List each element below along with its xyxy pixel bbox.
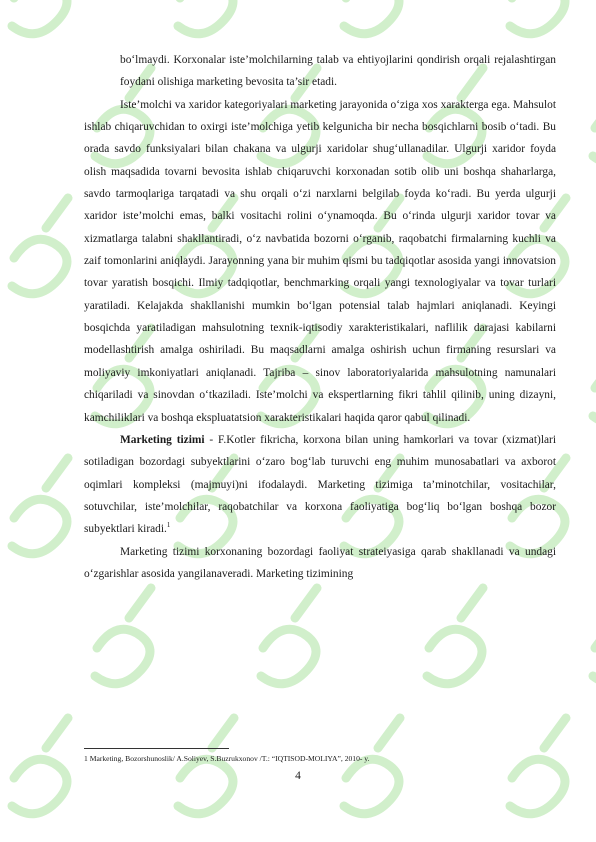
paragraph-consumer-categories: Iste’molchi va xaridor kategoriyalari marketing jarayonida o‘ziga xos xarakterga ega. Mahsulot ishlab chiqaruvchidan to oxirgi iste’molchiga yetib kelgunicha bir necha bosqichlarni bosib o‘tadi. Bu orada savdo funksiyalari bilan chakana va ulgurji xaridolar shug‘ullanadilar. Ulgurji xaridor foyda olish maqsadida tovarni bevosita ishlab chiqaruvchi korxonadan sotib olib uni boshqa shaharlarga, savdo tarmoqlariga tarqatadi va shu orqali o‘zi narxlarni belgilab foyda ko‘radi. Bu yerda ulgurji xaridor iste’molchi emas, balki vositachi rolini o‘ynamoqda. Bu o‘rinda ulgurji xaridor tovar va xizmatlarga talabni shakllantiradi, o‘z navbatida bozorni o‘rganib, raqobatchi firmalarning kuchli va zaif tomonlarini aniqlaydi. Jarayonning yana bir muhim qismi bu tadqiqotlar asosida yangi innovatsion tovar yaratish bosqichi. Ilmiy tadqiqotlar, benchmarking orqali yangi texnologiyalar va tovar turlari yaratiladi. Kelajakda shakllanishi mumkin bo‘lgan potensial talab hajmlari aniqlanadi. Keyingi bosqichda yaratiladigan mahsulotning texnik-iqtisodiy xarakteristikalari, naflilik darajasi kabilarni modellashtirish amalga oshiriladi. Bu maqsadlarni amalga oshirish uchun firmaning resurslari va moliyaviy imkoniyatlari aniqlanadi. Tajriba – sinov laboratoriyalarida mahsulotning namunalari chiqariladi va sinovdan o‘tkaziladi. Iste’molchi va ekspertlarning fikri tahlil qilinib, uning dizayni, kamchiliklari va boshqa ekspluatatsion xarakteristikalari haqida qaror qabul qilinadi. (84, 98, 556, 424)
watermark-mark (178, 0, 234, 34)
watermark-mark (12, 458, 68, 554)
watermark-mark (12, 198, 68, 294)
watermark-mark (344, 0, 400, 34)
footnote-divider (84, 748, 229, 749)
main-text (84, 49, 556, 585)
footnote-ref[interactable]: 1 (166, 521, 171, 530)
footnote: 1 Marketing, Bozorshunoslik/ A.Soliyev, S.Buzrukxonov /T.: “IQTISOD-MOLIYA”, 2010- y. (84, 754, 370, 763)
watermark-mark (12, 0, 68, 34)
watermark-mark (510, 0, 566, 34)
watermark-mark (344, 718, 400, 814)
paragraph-system-strategy: Marketing tizimi korxonaning bozordagi faoliyat strateiyasiga qarab shakllanadi va undagi o‘zgarishlar asosida yangilanaveradi. Marketing tizimining (84, 545, 556, 580)
watermark-mark (510, 718, 566, 814)
watermark-mark (12, 718, 68, 814)
page-number: 4 (295, 770, 301, 782)
paragraph-marketing-system (84, 429, 556, 541)
watermark-mark (427, 588, 483, 684)
watermark-mark (95, 588, 151, 684)
watermark-mark (261, 588, 317, 684)
definition-text: - F.Kotler fikricha, korxona bilan uning hamkorlari va tovar (xizmat)lari sotiladigan bozordagi subyektlarini o‘zaro bog‘lab turuvchi eng muhim munosabatlari va axborot oqimlari kompleksi (majmuyi)ni ifodalaydi. Marketing tizimiga ta’minotchilar, vositachilar, sotuvchilar, iste’molchilar, raqobatchilar va korxona faoliyatiga bog‘liq bo‘lgan boshqa bozor subyektlari kiradi. (84, 433, 557, 536)
watermark-mark (178, 718, 234, 814)
paragraph-continued: bo‘lmaydi. Korxonalar iste’molchilarning talab va ehtiyojlarini qondirish orqali rejalashtirgan foydani olishiga marketing bevosita ta’sir etadi. (120, 54, 556, 89)
term-marketing-tizimi: Marketing tizimi (120, 433, 205, 446)
